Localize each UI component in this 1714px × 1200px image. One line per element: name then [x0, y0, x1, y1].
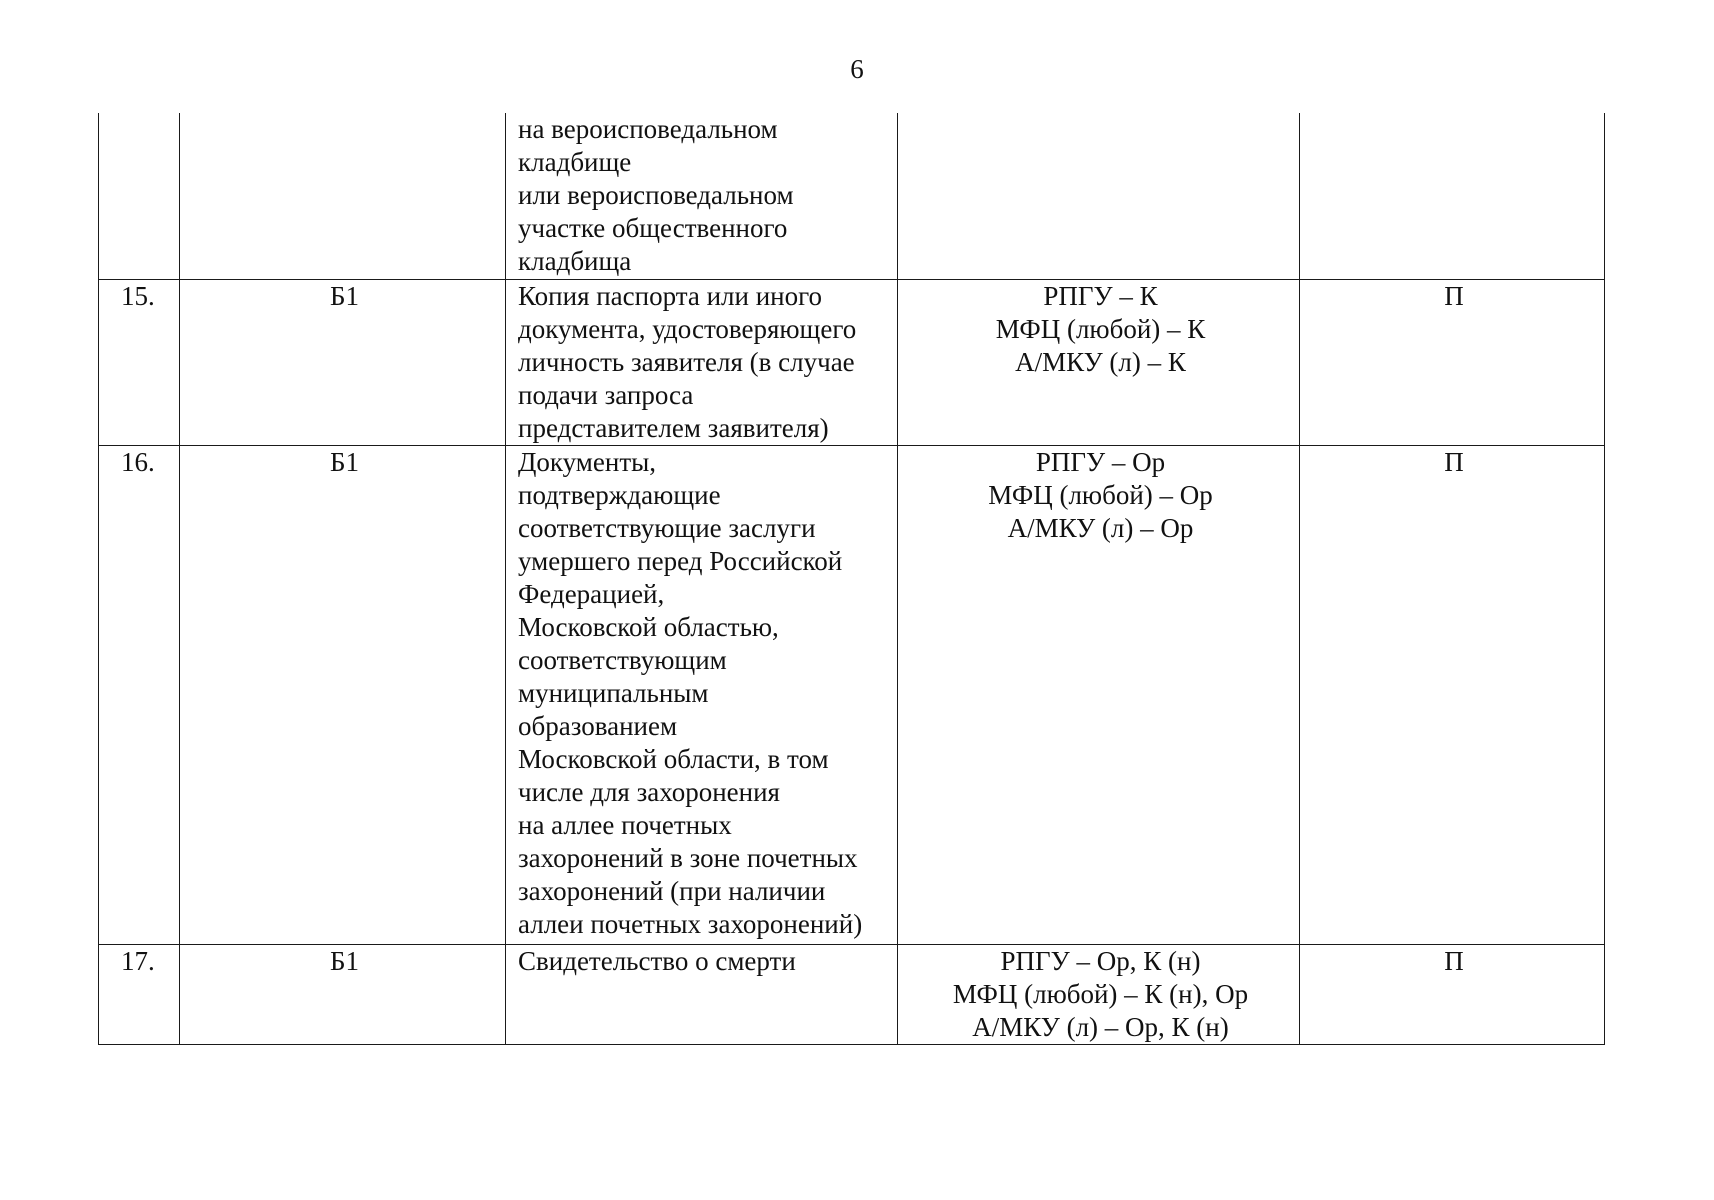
- document-line: Свидетельство о смерти: [518, 945, 796, 976]
- source-line: РПГУ – Ор: [1035, 446, 1166, 477]
- row-code-cell: [180, 445, 506, 944]
- row-mark-cell: [1300, 279, 1605, 445]
- document-line: соответствующие заслуги: [518, 512, 816, 543]
- row-number-cell: [99, 944, 180, 1044]
- row-sources-cell: [898, 445, 1300, 944]
- source-line: А/МКУ (л) – К: [1015, 346, 1186, 377]
- document-line: числе для захоронения: [518, 776, 780, 807]
- document-line: Федерацией,: [518, 578, 665, 609]
- document-line: документа, удостоверяющего: [518, 313, 857, 344]
- row-code: Б1: [329, 446, 359, 477]
- document-line: Московской области, в том: [518, 743, 829, 774]
- row-code-cell: [180, 113, 506, 279]
- document-line: кладбища: [518, 246, 632, 276]
- document-line: подтверждающие: [518, 479, 721, 510]
- documents-table: [98, 113, 1605, 1045]
- page-number: 6: [850, 54, 864, 84]
- table-row: [99, 113, 1605, 279]
- source-line: МФЦ (любой) – Ор: [988, 479, 1213, 510]
- row-mark: П: [1444, 945, 1464, 976]
- source-line: А/МКУ (л) – Ор: [1007, 512, 1194, 543]
- document-line: Московской областью,: [518, 611, 779, 642]
- source-line: РПГУ – К: [1043, 280, 1158, 311]
- row-mark: П: [1444, 280, 1464, 311]
- document-line: аллеи почетных захоронений): [518, 908, 863, 939]
- document-line: муниципальным: [518, 677, 709, 708]
- row-code-cell: [180, 944, 506, 1044]
- row-mark-cell: [1300, 944, 1605, 1044]
- document-line: соответствующим: [518, 644, 727, 675]
- document-line: или вероисповедальном: [518, 180, 794, 210]
- row-code: Б1: [329, 280, 359, 311]
- row-document-cell: [506, 279, 898, 445]
- row-sources-cell: [898, 279, 1300, 445]
- document-line: участке общественного: [518, 213, 788, 243]
- row-code: Б1: [329, 945, 359, 976]
- document-line: личность заявителя (в случае: [518, 346, 855, 377]
- table-row: [99, 445, 1605, 944]
- row-number: 16.: [121, 446, 155, 477]
- row-document-cell: [506, 944, 898, 1044]
- row-number: 17.: [121, 945, 155, 976]
- document-line: подачи запроса: [518, 379, 694, 410]
- row-sources-cell: [898, 944, 1300, 1044]
- row-mark-cell: [1300, 113, 1605, 279]
- row-mark: П: [1444, 446, 1464, 477]
- document-line: представителем заявителя): [518, 412, 829, 443]
- row-number: 15.: [121, 280, 155, 311]
- row-mark-cell: [1300, 445, 1605, 944]
- row-document-cell: [506, 445, 898, 944]
- document-line: захоронений (при наличии: [518, 875, 826, 906]
- row-code-cell: [180, 279, 506, 445]
- table-row: [99, 279, 1605, 445]
- document-line: образованием: [518, 710, 678, 741]
- row-sources-cell: [898, 113, 1300, 279]
- source-line: МФЦ (любой) – К (н), Ор: [952, 978, 1249, 1009]
- row-number-cell: [99, 445, 180, 944]
- documents-table-body: [99, 113, 1605, 1044]
- document-line: на вероисповедальном: [518, 114, 778, 144]
- row-number-cell: [99, 279, 180, 445]
- source-line: МФЦ (любой) – К: [995, 313, 1206, 344]
- document-line: Документы,: [518, 446, 657, 477]
- document-line: на аллее почетных: [518, 809, 732, 840]
- row-number-cell: [99, 113, 180, 279]
- source-line: РПГУ – Ор, К (н): [1000, 945, 1201, 976]
- document-line: умершего перед Российской: [518, 545, 843, 576]
- table-row: [99, 944, 1605, 1044]
- document-line: кладбище: [518, 147, 632, 177]
- row-document-cell: [506, 113, 898, 279]
- document-line: Копия паспорта или иного: [518, 280, 823, 311]
- document-line: захоронений в зоне почетных: [518, 842, 858, 873]
- source-line: А/МКУ (л) – Ор, К (н): [972, 1011, 1229, 1042]
